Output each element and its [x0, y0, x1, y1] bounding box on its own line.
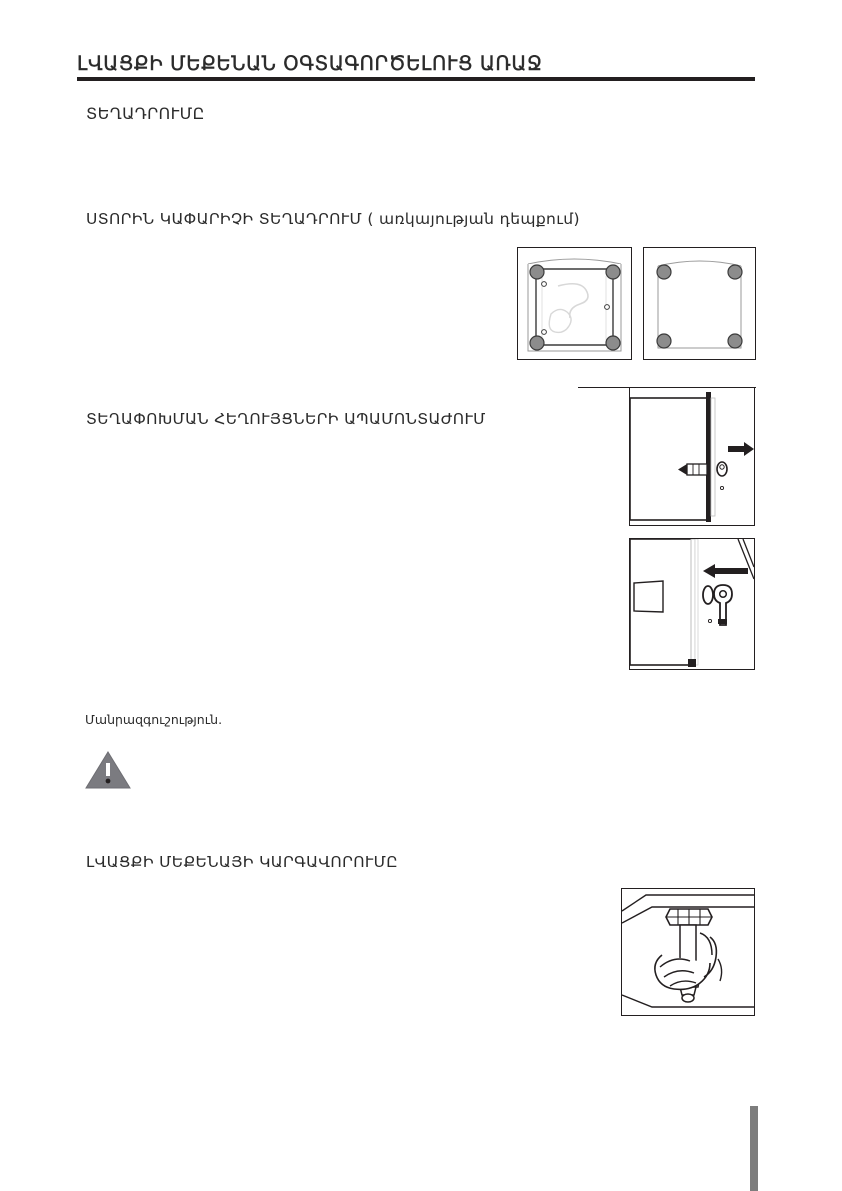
figure-transit-bolt-removal	[629, 387, 755, 526]
figure-washer-base-with-cover	[517, 247, 632, 360]
section-heading-leveling: ԼՎԱՑՔԻ ՄԵՔԵՆԱՅԻ ԿԱՐԳԱՎՈՐՈՒՄԸ	[86, 853, 398, 871]
title-divider	[77, 77, 755, 81]
warning-triangle-icon	[84, 750, 132, 790]
section-heading-transit-bolts: ՏԵՂԱՓՈԽՄԱՆ ՀԵՂՈՒՅՑՆԵՐԻ ԱՊԱՄՈՆՏԱԺՈՒՄ	[86, 410, 486, 428]
page-edge-marker	[750, 1106, 758, 1191]
figure-washer-base-plain	[643, 247, 756, 360]
caution-label: Մանրազգուշություն.	[85, 712, 223, 727]
page-title: ԼՎԱՑՔԻ ՄԵՔԵՆԱՆ ՕԳՏԱԳՈՐԾԵԼՈՒՑ ԱՌԱՋ	[77, 52, 543, 75]
figure-transit-bolt-cap-insertion	[629, 538, 755, 670]
section-heading-installation: ՏԵՂԱԴՐՈՒՄԸ	[86, 104, 205, 123]
figure-leveling-foot-adjustment	[621, 888, 755, 1016]
section-heading-bottom-cover: ՍՏՈՐԻՆ ԿԱՓԱՐԻՉԻ ՏԵՂԱԴՐՈՒՄ ( առկայության դեպքում)	[86, 210, 580, 228]
